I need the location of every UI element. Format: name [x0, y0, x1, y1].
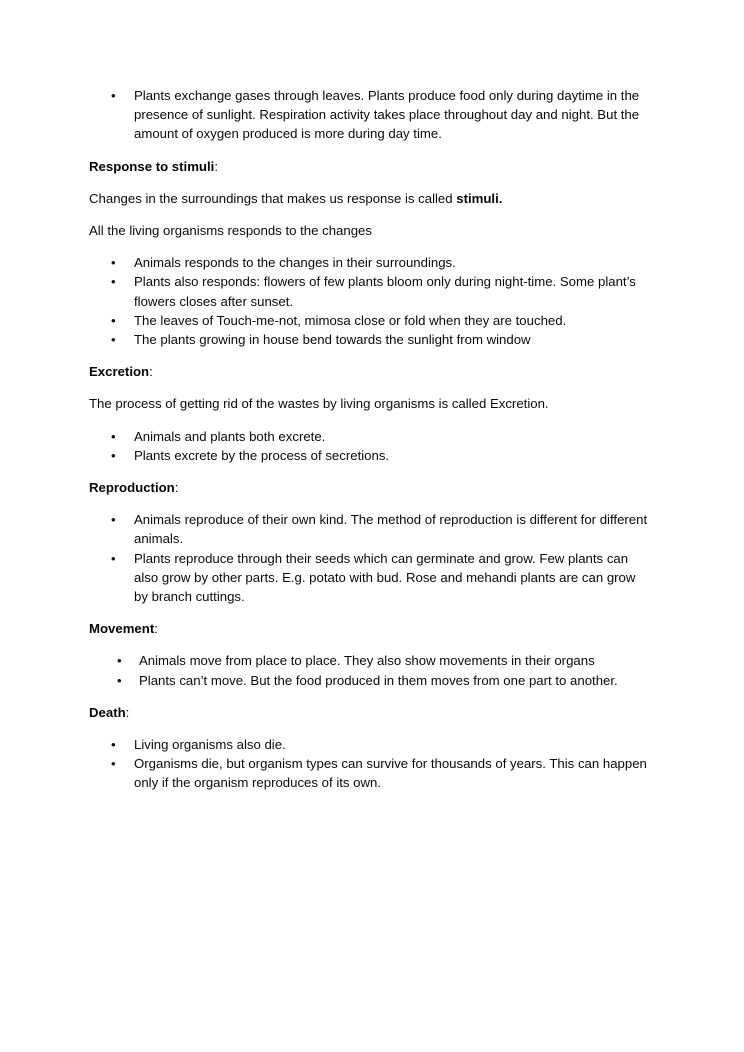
list-item-text: The plants growing in house bend towards the sunlight from window: [134, 332, 531, 348]
bullet-point-icon: •: [111, 274, 116, 290]
list-item: [89, 735, 649, 754]
list-item: [89, 651, 649, 670]
heading-text: Reproduction: [89, 480, 175, 496]
list-item-text: Plants also responds: flowers of few plants bloom only during night-time. Some plant’s flowers closes after sunset.: [134, 274, 636, 309]
list-item-text: Animals responds to the changes in their surroundings.: [134, 255, 456, 271]
bullet-point-icon: •: [111, 737, 116, 753]
list-item-text: Living organisms also die.: [134, 737, 286, 753]
section-heading-excretion: [89, 362, 649, 381]
bullet-point-icon: •: [111, 88, 116, 103]
heading-colon: :: [174, 480, 179, 496]
list-item: [89, 253, 649, 272]
bullet-point-icon: •: [111, 550, 116, 566]
reproduction-bullet-list: [89, 510, 649, 606]
response-bullet-list: [89, 253, 649, 349]
bullet-point-icon: •: [117, 653, 122, 669]
bullet-point-icon: •: [111, 512, 116, 528]
heading-text: Response to stimuli: [89, 158, 215, 174]
list-item-text: Plants excrete by the process of secretions.: [134, 447, 390, 463]
heading-colon: :: [149, 364, 153, 380]
list-item: [89, 311, 649, 330]
section-heading-movement: [89, 619, 649, 638]
list-item-text: Plants can’t move. But the food produced in them moves from one part to another.: [139, 672, 618, 688]
list-item: [89, 330, 649, 349]
bullet-point-icon: •: [111, 756, 116, 772]
list-item: [89, 510, 649, 548]
bullet-point-icon: •: [111, 428, 116, 444]
list-item: [89, 427, 649, 446]
list-item-text: Animals move from place to place. They also show movements in their organs: [139, 653, 595, 669]
response-intro-paragraph: All the living organisms responds to the changes: [89, 223, 372, 239]
list-item: [89, 446, 649, 465]
bullet-point-icon: •: [111, 332, 116, 348]
heading-colon: :: [214, 158, 218, 174]
death-bullet-list: [89, 735, 649, 793]
paragraph-text: Changes in the surroundings that makes us response is called: [89, 190, 457, 206]
heading-text: Death: [89, 704, 126, 720]
bullet-point-icon: •: [117, 672, 122, 688]
bullet-point-icon: •: [111, 447, 116, 463]
list-item: [89, 754, 649, 792]
excretion-bullet-list: [89, 427, 649, 465]
bullet-point-icon: •: [111, 255, 116, 271]
list-item-text: The leaves of Touch-me-not, mimosa close or fold when they are touched.: [134, 312, 567, 328]
list-item-text: Plants exchange gases through leaves. Plants produce food only during daytime in the presence of sunlight. Respiration activity takes place throughout day and night. But the amount of oxygen produced is more during day time.: [134, 88, 640, 142]
section-heading-death: [89, 703, 649, 722]
list-item-text: Plants reproduce through their seeds which can germinate and grow. Few plants can also grow by other parts. E.g. potato with bud. Rose and mehandi plants are can grow by branch cuttings.: [134, 550, 636, 605]
movement-bullet-list: [89, 651, 649, 689]
section-heading-reproduction: [89, 478, 649, 497]
heading-colon: :: [125, 704, 130, 720]
list-item: [89, 272, 649, 310]
intro-bullet-list: [89, 86, 649, 144]
emphasized-term-stimuli: stimuli.: [456, 190, 503, 206]
list-item-text: Animals and plants both excrete.: [134, 428, 326, 444]
section-heading-response-to-stimuli: [89, 157, 649, 176]
list-item: [89, 549, 649, 607]
heading-colon: :: [154, 621, 158, 637]
list-item-text: Organisms die, but organism types can survive for thousands of years. This can happen only if the organism reproduces of its own.: [134, 756, 647, 791]
list-item: [89, 671, 649, 690]
excretion-definition-paragraph: The process of getting rid of the wastes by living organisms is called Excretion.: [89, 396, 549, 412]
heading-text: Movement: [89, 621, 155, 637]
bullet-point-icon: •: [111, 312, 116, 328]
document-content: [89, 86, 649, 806]
list-item-text: Animals reproduce of their own kind. The method of reproduction is different for different animals.: [134, 512, 648, 547]
heading-text: Excretion: [89, 364, 150, 380]
list-item: [89, 86, 649, 144]
response-definition-paragraph: [89, 189, 649, 208]
